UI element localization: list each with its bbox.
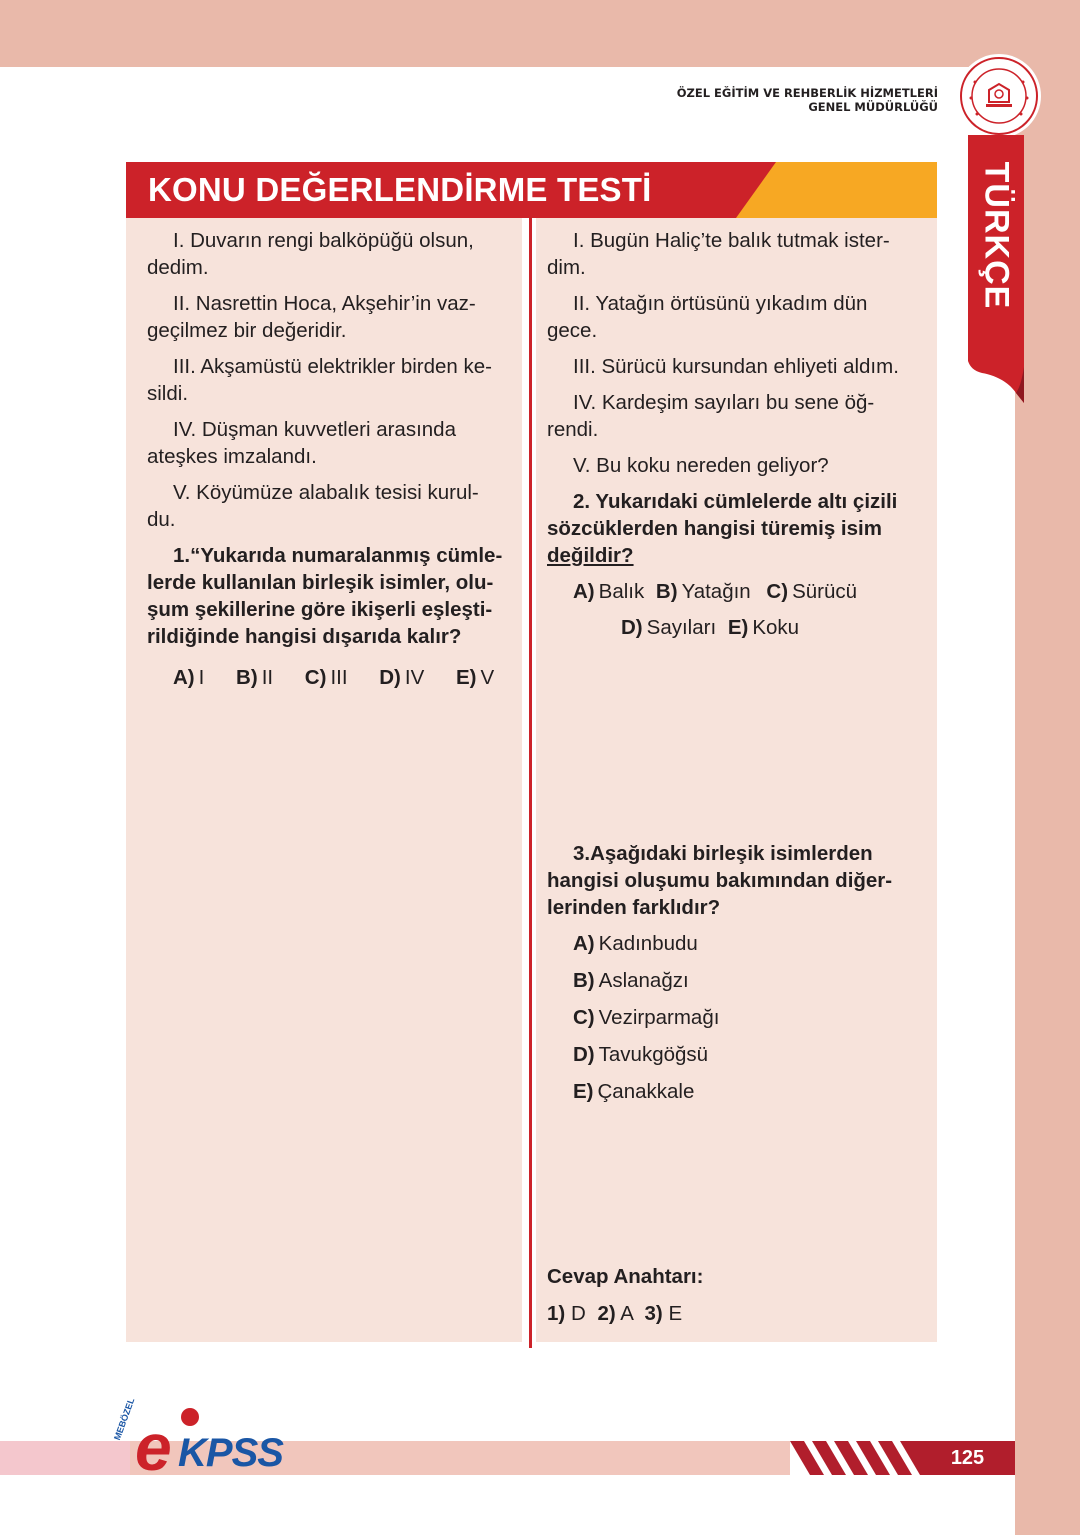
right-decor-band [1015, 67, 1080, 1535]
left-s4-line2: ateşkes imzalandı. [147, 445, 317, 468]
right-s4-line1: IV. Kardeşim sayıları bu sene öğ- [573, 391, 875, 414]
left-sentence-2 [147, 290, 522, 344]
right-sentence-5 [547, 452, 932, 479]
ekpss-logo-e: e [135, 1410, 172, 1484]
q2-option-c[interactable]: C) Sürücü [766, 580, 858, 603]
left-s4-line1: IV. Düşman kuvvetleri arasında [173, 418, 456, 441]
q1-line1: 1.“Yukarıda numaralanmış cümle- [173, 544, 503, 567]
right-s1-line1: I. Bugün Haliç’te balık tutmak ister- [573, 229, 890, 252]
q1-option-d[interactable]: D) IV [379, 666, 425, 689]
organization-name [677, 86, 938, 114]
right-sentence-3 [547, 353, 932, 380]
footer-stripes-decor [790, 1441, 955, 1475]
right-s2-line2: gece. [547, 319, 598, 342]
ekpss-logo-prefix: MEBÖZEL [112, 1396, 137, 1442]
left-s1-line2: dedim. [147, 256, 209, 279]
left-sentences [147, 227, 522, 691]
q1-line3: şum şekillerine göre ikişerli eşleşti- [147, 598, 493, 621]
q2-option-e[interactable]: E) Koku [727, 616, 800, 639]
right-s2-line1: II. Yatağın örtüsünü yıkadım dün [573, 292, 868, 315]
page-title: KONU DEĞERLENDİRME TESTİ [148, 171, 652, 208]
left-s3-line2: sildi. [147, 382, 189, 405]
question-1 [147, 542, 522, 650]
q3-line1: 3.Aşağıdaki birleşik isimlerden [573, 842, 873, 865]
answer-key-title: Cevap Anahtarı: [547, 1265, 704, 1288]
right-sentence-1 [547, 227, 932, 281]
q1-option-e[interactable]: E) V [455, 666, 495, 689]
q3-line2: hangisi oluşumu bakımından diğer- [547, 869, 893, 892]
subject-text: TÜRKÇE [977, 161, 1016, 309]
left-sentence-3 [147, 353, 522, 407]
q1-options [147, 664, 522, 691]
left-s3-line1: III. Akşamüstü elektrikler birden ke- [173, 355, 493, 378]
q3-option-b[interactable]: B) Aslanağzı [573, 969, 689, 992]
left-s5-line2: du. [147, 508, 176, 531]
ministry-seal-icon [955, 52, 1043, 140]
q2-option-d[interactable]: D) Sayıları [621, 616, 717, 639]
q2-option-b[interactable]: B) Yatağın [655, 580, 751, 603]
left-s2-line2: geçilmez bir değeridir. [147, 319, 347, 342]
q3-line3: lerinden farklıdır? [547, 896, 721, 919]
q3-option-a[interactable]: A) Kadınbudu [573, 932, 698, 955]
q2-line2: sözcüklerden hangisi türemiş isim [547, 517, 882, 540]
footer-bar-left [0, 1441, 130, 1475]
q1-option-b[interactable]: B) II [236, 666, 274, 689]
q1-line2: lerde kullanılan birleşik isimler, olu- [147, 571, 494, 594]
right-s1-line2: dim. [547, 256, 586, 279]
left-sentence-5 [147, 479, 522, 533]
question-3 [547, 840, 932, 921]
ekpss-logo-text: KPSS [178, 1431, 283, 1475]
q1-option-c[interactable]: C) III [304, 666, 348, 689]
left-s2-line1: II. Nasrettin Hoca, Akşehir’in vaz- [173, 292, 476, 315]
answer-key [547, 1263, 932, 1327]
column-divider [529, 218, 532, 1348]
question-2 [547, 488, 932, 569]
right-sentences [547, 227, 932, 641]
q2-line1: 2. Yukarıdaki cümlelerde altı çizili [573, 490, 898, 513]
subject-label [968, 135, 1024, 335]
top-decor-band [0, 0, 1080, 67]
right-s3-line1: III. Sürücü kursundan ehliyeti aldım. [573, 355, 899, 378]
answer-key-values: 1) D 2) A 3) E [547, 1302, 683, 1325]
page-number: 125 [950, 1447, 985, 1469]
q3-option-c[interactable]: C) Vezirparmağı [573, 1006, 720, 1029]
right-sentence-2 [547, 290, 932, 344]
left-s5-line1: V. Köyümüze alabalık tesisi kurul- [173, 481, 479, 504]
question-3-block [547, 840, 932, 1105]
q2-options-row1 [547, 578, 932, 605]
q3-option-d[interactable]: D) Tavukgöğsü [573, 1043, 709, 1066]
right-sentence-4 [547, 389, 932, 443]
right-s4-line2: rendi. [547, 418, 599, 441]
left-sentence-4 [147, 416, 522, 470]
q3-option-e[interactable]: E) Çanakkale [573, 1080, 695, 1103]
logo-dot-icon [178, 1405, 202, 1429]
q2-option-a[interactable]: A) Balık [573, 580, 645, 603]
q1-option-a[interactable]: A) I [173, 666, 205, 689]
right-s5-line1: V. Bu koku nereden geliyor? [573, 454, 829, 477]
left-s1-line1: I. Duvarın rengi balköpüğü olsun, [173, 229, 474, 252]
q2-line3: değildir? [547, 544, 634, 567]
q1-line4: rildiğinde hangisi dışarıda kalır? [147, 625, 462, 648]
org-line-1: ÖZEL EĞİTİM VE REHBERLİK HİZMETLERİ [676, 86, 938, 100]
left-sentence-1 [147, 227, 522, 281]
org-line-2: GENEL MÜDÜRLÜĞÜ [808, 100, 938, 114]
q2-options-row2 [547, 614, 932, 641]
